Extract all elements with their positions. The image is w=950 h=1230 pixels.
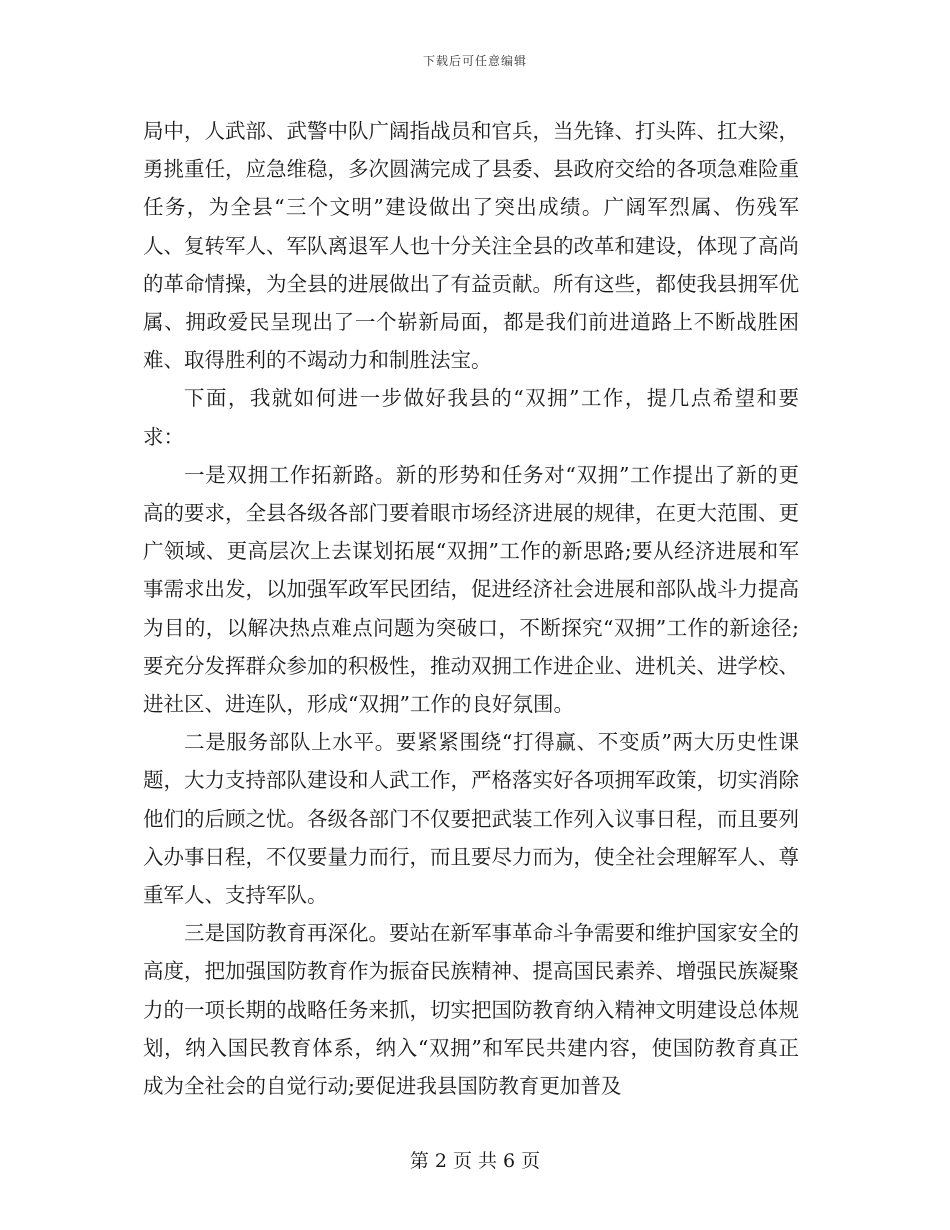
page-header: 下载后可任意编辑 [422, 54, 527, 68]
paragraph-point-one: 一是双拥工作拓新路。新的形势和任务对“双拥”工作提出了新的更高的要求，全县各级各部门要着眼市场经济进展的规律，在更大范围、更广领域、更高层次上去谋划拓展“双拥”工作的新思路;要从经济进展和军事需求出发，以加强军政军民团结，促进经济社会进展和部队战斗力提高为目的，以解决热点难点问题为突破口，不断探究“双拥”工作的新途径;要充分发挥群众参加的积极性，推动双拥工作进企业、进机关、进学校、进社区、进连队，形成“双拥”工作的良好氛围。 [143, 462, 799, 717]
page-number-footer: 第 2 页 共 6 页 [409, 1150, 541, 1172]
paragraph-continuation: 局中，人武部、武警中队广阔指战员和官兵，当先锋、打头阵、扛大梁，勇挑重任，应急维稳，多次圆满完成了县委、县政府交给的各项急难险重任务，为全县“三个文明”建设做出了突出成绩。广阔军烈属、伤残军人、复转军人、军队离退军人也十分关注全县的改革和建设，体现了高尚的革命情操，为全县的进展做出了有益贡献。所有这些，都使我县拥军优属、拥政爱民呈现出了一个崭新局面，都是我们前进道路上不断战胜困难、取得胜利的不竭动力和制胜法宝。 [143, 119, 799, 373]
paragraph-intro-requirements: 下面，我就如何进一步做好我县的“双拥”工作，提几点希望和要求： [143, 386, 799, 449]
document-body [143, 112, 799, 1105]
paragraph-point-two: 二是服务部队上水平。要紧紧围绕“打得赢、不变质”两大历史性课题，大力支持部队建设和人武工作，严格落实好各项拥军政策，切实消除他们的后顾之忧。各级各部门不仅要把武装工作列入议事日程，而且要列入办事日程，不仅要量力而行，而且要尽力而为，使全社会理解军人、尊重军人、支持军队。 [143, 730, 799, 908]
paragraph-point-three: 三是国防教育再深化。要站在新军事革命斗争需要和维护国家安全的高度，把加强国防教育作为振奋民族精神、提高国民素养、增强民族凝聚力的一项长期的战略任务来抓，切实把国防教育纳入精神文明建设总体规划，纳入国民教育体系，纳入“双拥”和军民共建内容，使国防教育真正成为全社会的自觉行动;要促进我县国防教育更加普及 [143, 921, 799, 1099]
